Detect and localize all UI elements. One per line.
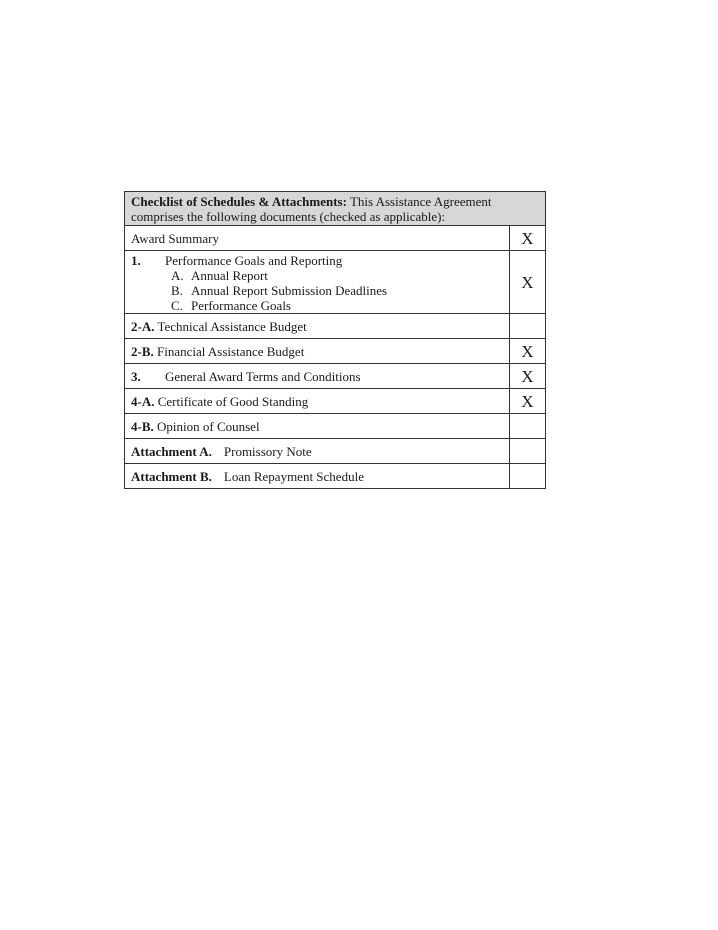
sub-item	[171, 298, 503, 313]
item-label: Performance Goals and Reporting	[165, 252, 343, 268]
item-number: Attachment A.	[131, 443, 212, 459]
check-mark	[509, 314, 545, 339]
item-cell	[125, 389, 510, 414]
checklist-table	[124, 191, 546, 489]
check-mark: X	[509, 339, 545, 364]
sub-item-letter: A.	[171, 267, 184, 283]
sub-item-label: Annual Report	[191, 267, 268, 283]
item-number: 3.	[131, 368, 141, 384]
item-label: Promissory Note	[223, 443, 312, 459]
table-row	[125, 439, 546, 464]
item-label: Financial Assistance Budget	[157, 343, 305, 359]
sub-item-letter: C.	[171, 297, 183, 313]
table-row	[125, 414, 546, 439]
item-number: 1.	[131, 252, 141, 268]
item-label: General Award Terms and Conditions	[165, 368, 361, 384]
sub-item-label: Performance Goals	[191, 297, 291, 313]
item-number: 2-A.	[131, 318, 155, 334]
checklist-title: Checklist of Schedules & Attachments:	[131, 194, 347, 209]
sub-item-label: Annual Report Submission Deadlines	[191, 282, 388, 298]
check-mark	[509, 464, 545, 489]
table-row	[125, 251, 546, 314]
table-row	[125, 314, 546, 339]
item-number: Attachment B.	[131, 468, 212, 484]
check-mark	[509, 439, 545, 464]
item-cell	[125, 251, 510, 314]
check-mark: X	[509, 364, 545, 389]
checklist-header-row	[125, 192, 546, 226]
item-number: 2-B.	[131, 343, 154, 359]
check-mark: X	[509, 226, 545, 251]
item-cell	[125, 339, 510, 364]
table-row	[125, 339, 546, 364]
item-label: Certificate of Good Standing	[157, 393, 309, 409]
item-number: 4-A.	[131, 393, 155, 409]
check-mark: X	[509, 389, 545, 414]
sub-item	[171, 268, 503, 283]
item-cell	[125, 414, 510, 439]
check-mark: X	[509, 251, 545, 314]
table-row	[125, 226, 546, 251]
checklist-description: This Assistance Agreement comprises the following documents (checked as applicable):	[131, 194, 492, 224]
item-cell	[125, 464, 510, 489]
sub-item-list	[131, 268, 503, 313]
item-cell	[125, 364, 510, 389]
check-mark	[509, 414, 545, 439]
table-row	[125, 364, 546, 389]
item-cell	[125, 314, 510, 339]
table-row	[125, 464, 546, 489]
item-label: Technical Assistance Budget	[157, 318, 307, 334]
sub-item	[171, 283, 503, 298]
table-row	[125, 389, 546, 414]
item-label: Opinion of Counsel	[157, 418, 260, 434]
item-cell	[125, 439, 510, 464]
item-number: 4-B.	[131, 418, 154, 434]
checklist-header	[125, 192, 546, 226]
item-label: Award Summary	[131, 230, 219, 246]
item-cell	[125, 226, 510, 251]
item-label: Loan Repayment Schedule	[223, 468, 364, 484]
sub-item-letter: B.	[171, 282, 183, 298]
